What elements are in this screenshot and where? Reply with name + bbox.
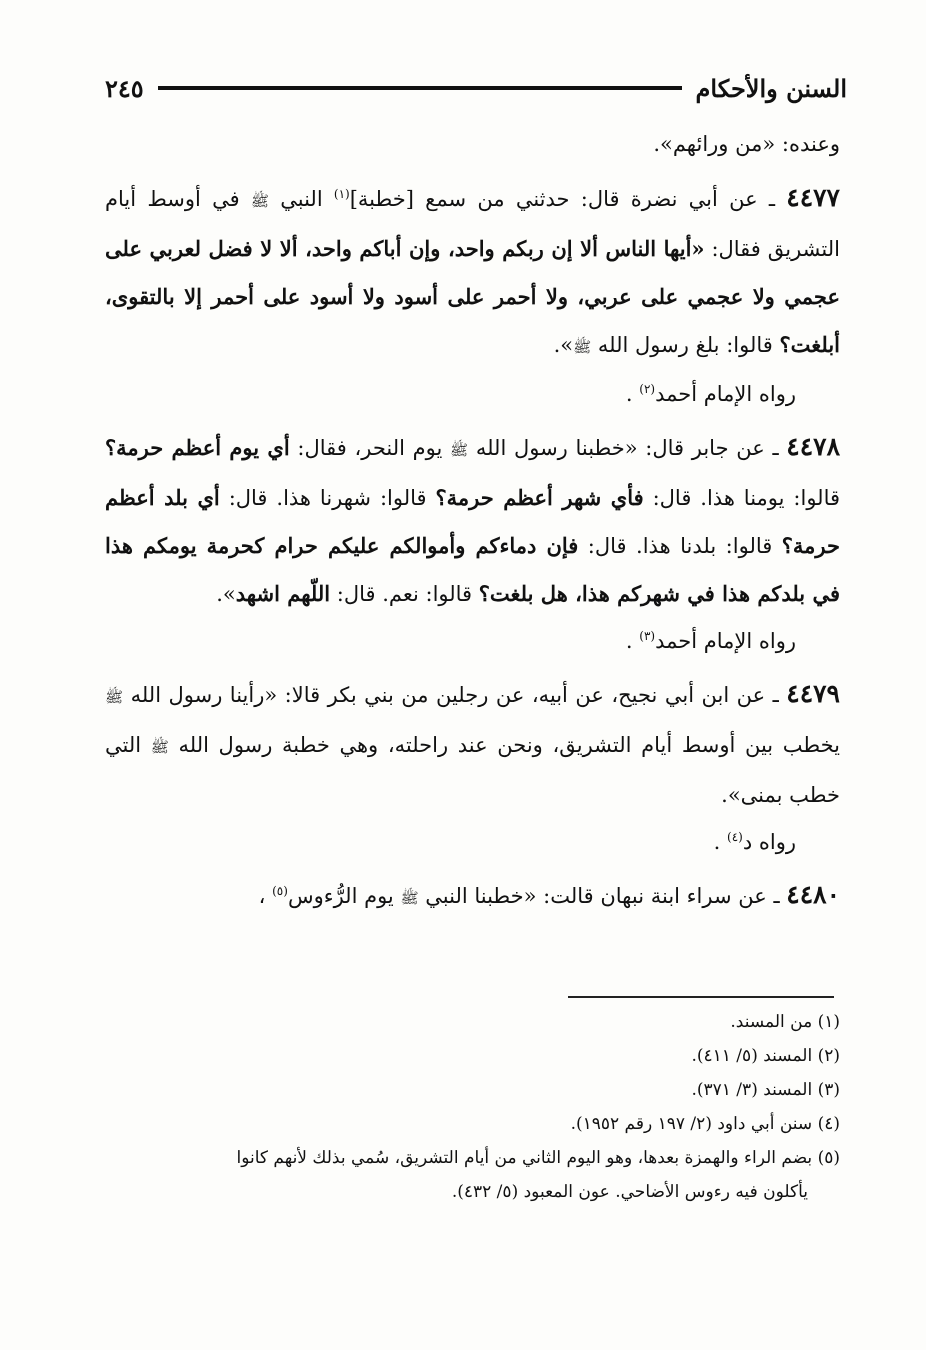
- hadith-4480: ٤٤٨٠ ـ عن سراء ابنة نبهان قالت: «خطبنا النبي ﷺ يوم الرُّءوس$^{(٥)}$ ،: [258, 880, 840, 909]
- salutation-glyph: ﷺ: [150, 738, 169, 756]
- hadith-number: ٤٤٧٧: [786, 183, 840, 212]
- page-number: ٢٤٥: [105, 73, 144, 103]
- main-text: [105, 120, 840, 922]
- hadith-4478: ٤٤٧٨ ـ عن جابر قال: «خطبنا رسول الله ﷺ يوم النحر، فقال: أي يوم أعظم حرمة؟ قالوا: يومنا هذا. قال: فأي شهر أعظم حرمة؟ قالوا: شهرنا هذا. قال: أي بلد أعظم حرمة؟ قالوا: بلدنا هذا. قال: فإن دماءكم وأموالكم عليكم حرام كحرمة يومكم هذا في بلدكم هذا في شهركم هذا، هل بلغت؟ قالوا: نعم. قال: اللّهم اشهد».: [105, 432, 841, 606]
- footnote-1: (١) من المسند.: [730, 1012, 840, 1032]
- footnote-separator: [568, 996, 834, 998]
- salutation-glyph: ﷺ: [573, 338, 592, 356]
- footnotes: [105, 1005, 840, 1209]
- source-note: رواه د$^{(٤)}$ .: [713, 830, 796, 854]
- source-note: رواه الإمام أحمد$^{(٢)}$ .: [625, 382, 796, 406]
- hadith-quote: «أيها الناس ألا إن ربكم واحد، وإن أباكم واحد، ألا لا فضل لعربي على عجمي ولا عجمي على عربي، ولا أحمر على أسود ولا أسود على أحمر إلا بالتقوى، أبلغت؟: [105, 236, 840, 357]
- hadith-number: ٤٤٨٠: [786, 880, 840, 909]
- hadith-number: ٤٤٧٩: [786, 679, 840, 708]
- footnote-4: (٤) سنن أبي داود (٢/ ١٩٧ رقم ١٩٥٢).: [570, 1114, 840, 1134]
- source-note: رواه الإمام أحمد$^{(٣)}$ .: [625, 629, 796, 653]
- intro-line: وعنده: «من ورائهم».: [653, 132, 840, 156]
- running-title: السنن والأحكام: [695, 73, 847, 103]
- footnote-5: (٥) بضم الراء والهمزة بعدها، وهو اليوم الثاني من أيام التشريق، سُمي بذلك لأنهم كانوا: [236, 1148, 840, 1168]
- hadith-number: ٤٤٧٨: [786, 432, 840, 461]
- salutation-glyph: ﷺ: [105, 688, 124, 706]
- hadith-4477: ٤٤٧٧ ـ عن أبي نضرة قال: حدثني من سمع [خطبة]$^{(١)}$ النبي ﷺ في أوسط أيام التشريق فقال: «أيها الناس ألا إن ربكم واحد، وإن أباكم واحد، ألا لا فضل لعربي على عجمي ولا عجمي على عربي، ولا أحمر على أسود ولا أسود على أحمر إلا بالتقوى، أبلغت؟ قالوا: بلغ رسول الله ﷺ».: [105, 183, 840, 357]
- salutation-glyph: ﷺ: [250, 192, 269, 210]
- footnote-3: (٣) المسند (٣/ ٣٧١).: [691, 1080, 840, 1100]
- footnote-ref: (٣): [639, 629, 656, 643]
- footnote-2: (٢) المسند (٥/ ٤١١).: [691, 1046, 840, 1066]
- footnote-ref: (١): [333, 187, 350, 201]
- salutation-glyph: ﷺ: [400, 889, 419, 907]
- footnote-ref: (٥): [272, 884, 288, 898]
- footnote-5-continued: يأكلون فيه رءوس الأضاحي. عون المعبود (٥/ ٤٣٢).: [451, 1182, 808, 1202]
- header-rule: [158, 86, 682, 90]
- footnote-ref: (٢): [639, 382, 656, 396]
- salutation-glyph: ﷺ: [450, 441, 469, 459]
- page-header: [105, 66, 847, 110]
- footnote-ref: (٤): [727, 830, 743, 844]
- hadith-4479: ٤٤٧٩ ـ عن ابن أبي نجيح، عن أبيه، عن رجلين من بني بكر قالا: «رأينا رسول الله ﷺ يخطب بين أوسط أيام التشريق، ونحن عند راحلته، وهي خطبة رسول الله ﷺ التي خطب بمنى».: [105, 679, 841, 807]
